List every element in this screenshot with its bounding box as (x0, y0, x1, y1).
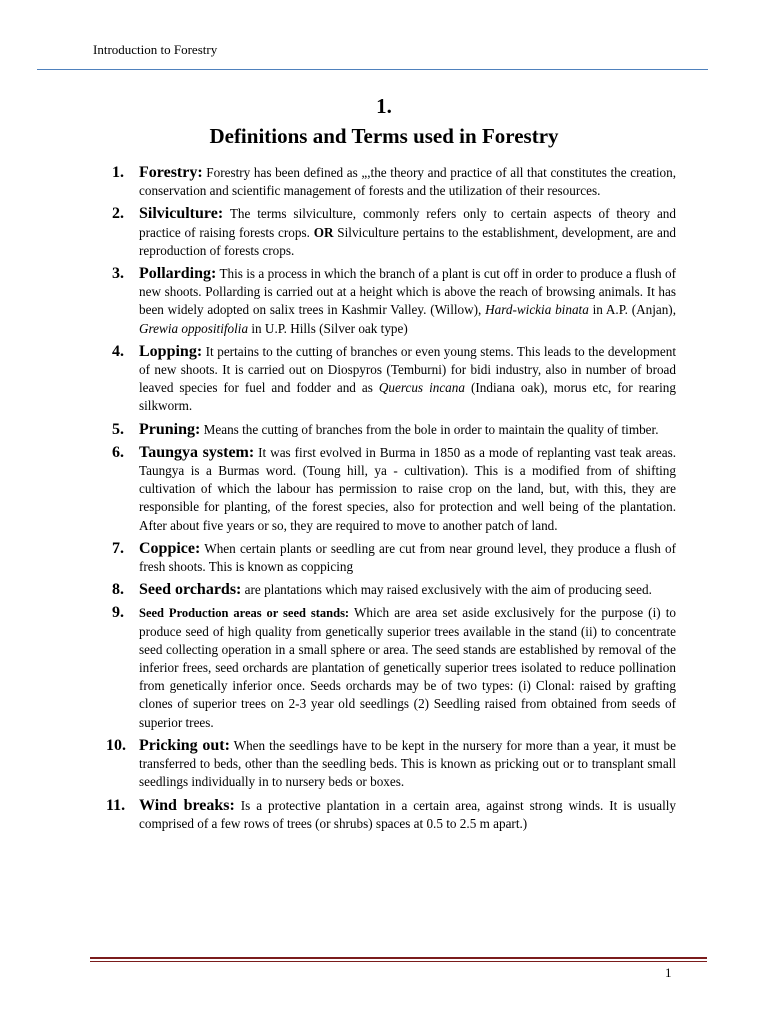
definition-text: This is a process in which the branch of a plant is cut off in order to produce a flush of new shoots. Pollarding is carried out at a height which is above the reach of browsing animals. It has been widely adopted on salix trees in Kashmir Valley. (Willow), (139, 266, 676, 318)
definition-term: Forestry: (139, 164, 203, 181)
definition-item (112, 444, 676, 535)
definition-item (112, 265, 676, 338)
definition-term: Lopping: (139, 342, 203, 360)
definition-item (112, 343, 676, 416)
definition-item (112, 540, 676, 576)
item-number: 9. (112, 604, 124, 622)
species-name: Quercus incana (378, 380, 465, 396)
definition-text: It pertains to the cutting of branches or even young stems. This leads to the development of new shoots. It is carried out on Diospyros (Temburni) for bidi industry, also in number of broad leaved species for fuel and fodder and as (139, 343, 676, 396)
item-number: 4. (112, 342, 124, 360)
item-number: 8. (112, 581, 124, 599)
item-number: 5. (112, 420, 124, 438)
item-number: 11. (106, 796, 126, 814)
page-number: 1 (665, 965, 672, 980)
definition-text: When the seedlings have to be kept in the nursery for more than a year, it must be transferred to beds, other than the seedling beds. This is known as pricking out or to transplant small seedlings individually in to nursery beds or boxes. (139, 737, 677, 790)
definition-text: Is a protective plantation in a certain area, against strong winds. It is usually comprised of a few rows of trees (or shrubs) spaces at 0.5 to 2.5 m apart.) (139, 797, 676, 831)
or-connector: OR (313, 224, 334, 240)
definition-text: in A.P. (Anjan), (588, 302, 677, 318)
item-number: 2. (112, 205, 124, 223)
item-number: 10. (106, 736, 126, 754)
definition-term: Coppice: (139, 539, 201, 557)
definition-item (106, 796, 676, 833)
definition-term: Seed orchards: (139, 581, 242, 599)
definition-text: Forestry has been defined as „,the theory and practice of all that constitutes the creation, conservation and scientific management of forests and the utilization of their resources. (139, 165, 676, 199)
chapter-title: Definitions and Terms used in Forestry (209, 124, 559, 148)
header-divider (37, 69, 708, 70)
definition-text: Means the cutting of branches from the bole in order to maintain the quality of timber. (200, 421, 659, 437)
definition-term: Silviculture: (139, 205, 224, 223)
definition-text: The terms silviculture, commonly refers only to certain aspects of theory and practice of raising forests crops. (139, 206, 676, 240)
definition-text: When certain plants or seedling are cut from near ground level, they produce a flush of fresh shoots. This is known as coppicing (139, 540, 676, 575)
definition-text: Silviculture pertains to the establishment, development, are and reproduction of forests crops. (139, 224, 677, 258)
footer-divider (90, 957, 707, 962)
definition-term: Seed Production areas or seed stands: (139, 606, 350, 621)
definition-term: Pruning: (139, 420, 201, 438)
item-number: 1. (112, 164, 124, 181)
item-number: 3. (112, 265, 124, 283)
definition-item (112, 581, 676, 599)
item-number: 6. (112, 443, 124, 461)
definition-term: Taungya system: (139, 443, 255, 461)
definitions-list (106, 164, 677, 838)
chapter-number: 1. (376, 94, 392, 118)
definition-item (112, 205, 676, 260)
species-name: Hard-wickia binata (485, 302, 589, 318)
definition-text: (Indiana oak), morus etc, for rearing silkworm. (139, 380, 676, 414)
definition-item (112, 164, 676, 200)
definition-text: Which are area set aside exclusively for the purpose (i) to produce seed of high quality from genetically superior trees available in the stand (ii) to concentrate seed collecting operation in a small sphere or area. The seed stands are established by removal of the inferior frees, seed orchards are plantation of genetically superior trees isolated to reduce pollination from genetically inferior once. Seeds orchards may be of two types: (i) Clonal: raised by grafting clones of superior trees on 2-3 year old seedlings (2) Seedling raised from obtained from seeds of superior trees. (139, 605, 676, 730)
definition-text: are plantations which may raised exclusively with the aim of producing seed. (241, 582, 652, 598)
definition-term: Pricking out: (139, 736, 230, 754)
item-number: 7. (112, 539, 124, 557)
definition-term: Pollarding: (139, 265, 217, 283)
species-name: Grewia oppositifolia (139, 320, 249, 336)
definition-item (106, 736, 677, 792)
definition-item (112, 604, 676, 731)
definition-item (112, 421, 676, 439)
definition-text: It was first evolved in Burma in 1850 as a mode of replanting vast teak areas. Taungya is a Burmas word. (Toung hill, ya - cultivation). This is a modified from of shifting cultivation of which the labour has permission to raise crop on the land, but, with this, they are responsible for planting, of the forest species, also for protection and well being of the plantation. After about five years or so, they are required to move to another patch of land. (139, 444, 676, 533)
running-header: Introduction to Forestry (93, 42, 218, 57)
definition-text: in U.P. Hills (Silver oak type) (248, 320, 408, 336)
definition-term: Wind breaks: (139, 796, 235, 814)
